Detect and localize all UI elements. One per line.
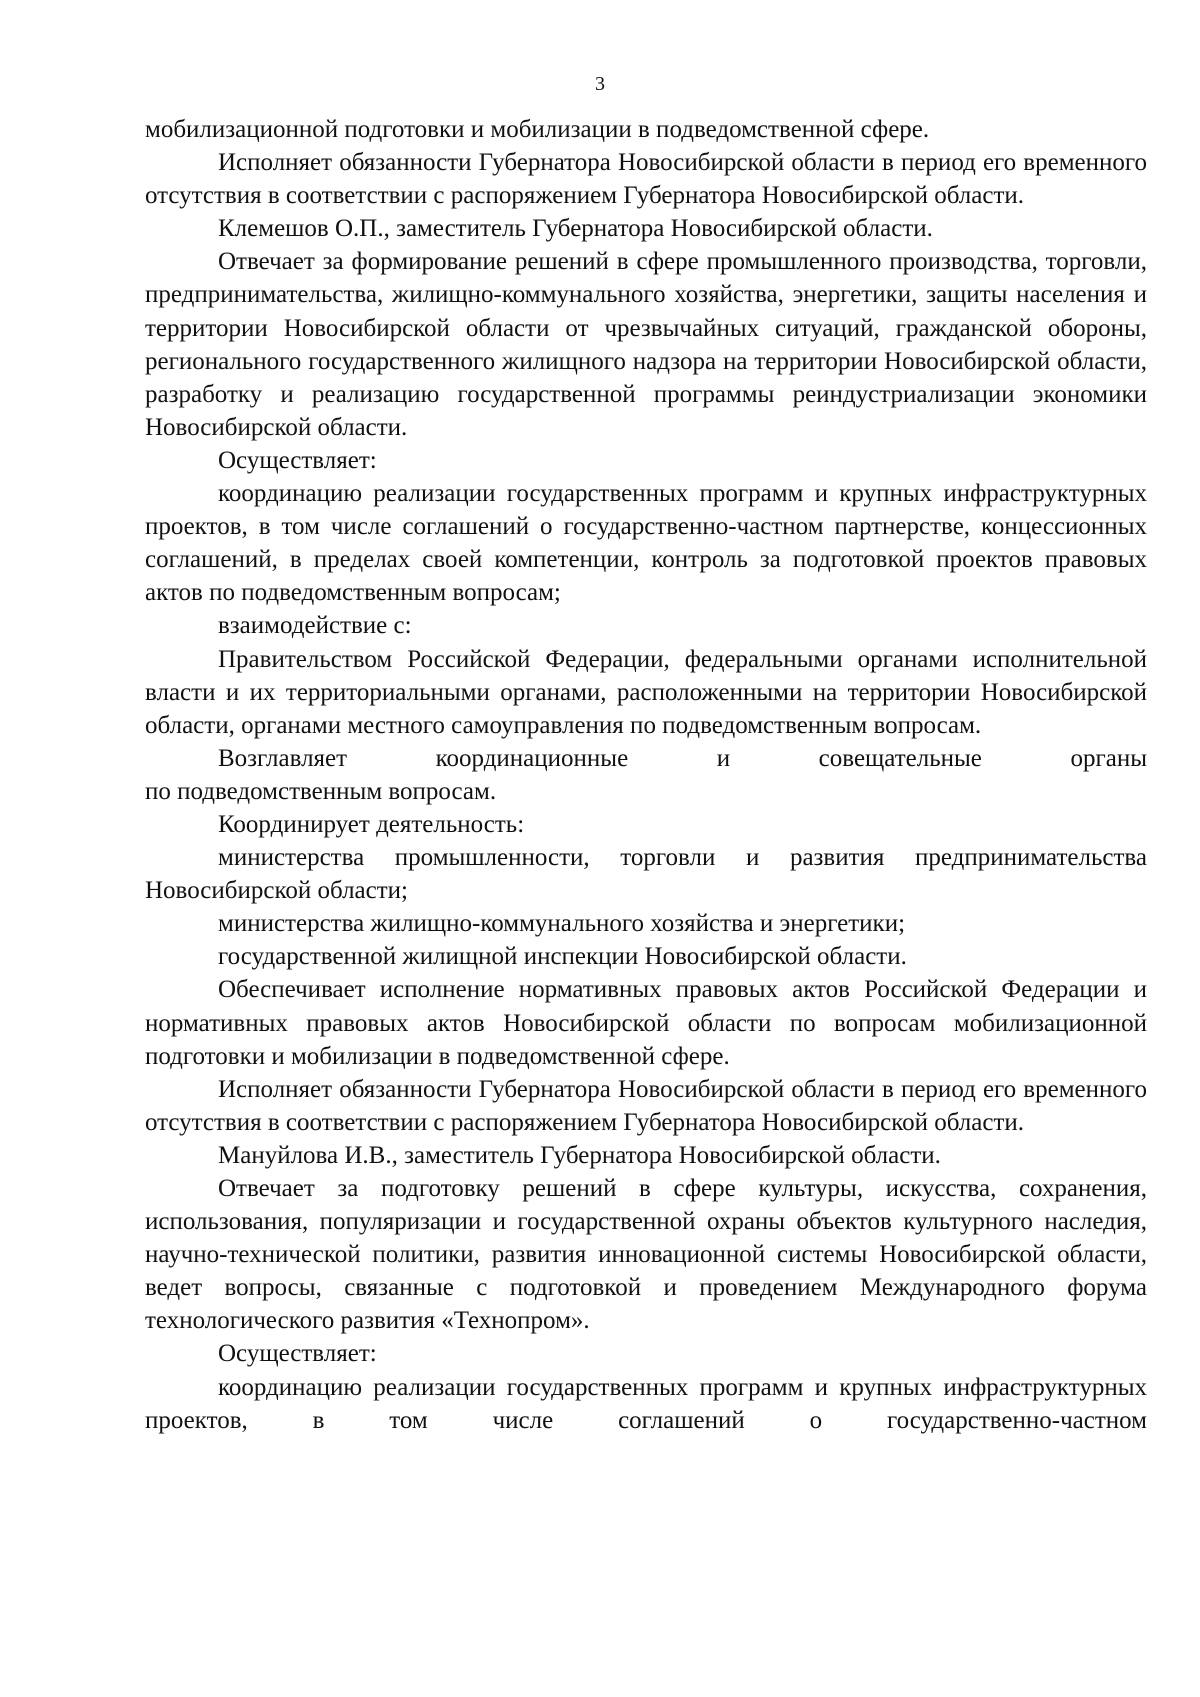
paragraph: Обеспечивает исполнение нормативных правовых актов Российской Федерации и нормативных правовых актов Новосибирской области по вопросам мобилизационной подготовки и мобилизации в подведомственной сфере. xyxy=(145,976,1147,1070)
paragraph: Отвечает за формирование решений в сфере промышленного производства, торговли, предпринимательства, жилищно-коммунального хозяйства, энергетики, защиты населения и территории Новосибирской области от чрезвычайных ситуаций, гражданской обороны, регионального государственного жилищного надзора на территории Новосибирской области, разработку и реализацию государственной программы реиндустриализации экономики Новосибирской области. xyxy=(145,248,1147,441)
paragraph: Возглавляет координационные и совещательные органы xyxy=(218,744,1147,772)
page-number: 3 xyxy=(595,73,605,95)
paragraph: по подведомственным вопросам. xyxy=(145,777,497,805)
paragraph: министерства жилищно-коммунального хозяйства и энергетики; xyxy=(218,910,906,938)
paragraph: Осуществляет: xyxy=(218,1340,377,1368)
paragraph: координацию реализации государственных программ и крупных инфраструктурных проектов, в том числе соглашений о государственно-частном xyxy=(145,1373,1147,1434)
paragraph: Клемешов О.П., заместитель Губернатора Новосибирской области. xyxy=(218,215,933,243)
paragraph: Исполняет обязанности Губернатора Новосибирской области в период его временного отсутствия в соответствии с распоряжением Губернатора Новосибирской области. xyxy=(145,1075,1147,1136)
paragraph: Мануйлова И.В., заместитель Губернатора Новосибирской области. xyxy=(218,1141,941,1169)
paragraph: Исполняет обязанности Губернатора Новосибирской области в период его временного отсутствия в соответствии с распоряжением Губернатора Новосибирской области. xyxy=(145,149,1147,210)
paragraph: министерства промышленности, торговли и развития предпринимательства Новосибирской области; xyxy=(145,844,1147,905)
paragraph: Отвечает за подготовку решений в сфере культуры, искусства, сохранения, использования, популяризации и государственной охраны объектов культурного наследия, научно-технической политики, развития инновационной системы Новосибирской области, ведет вопросы, связанные с подготовкой и проведением Международного форума технологического развития «Технопром». xyxy=(145,1175,1147,1335)
paragraph: Координирует деятельность: xyxy=(218,810,525,838)
paragraph: мобилизационной подготовки и мобилизации в подведомственной сфере. xyxy=(145,116,930,143)
paragraph: Правительством Российской Федерации, федеральными органами исполнительной власти и их территориальными органами, расположенными на территории Новосибирской области, органами местного самоуправления по подведомственным вопросам. xyxy=(145,645,1147,739)
paragraph: государственной жилищной инспекции Новосибирской области. xyxy=(218,943,907,971)
document-body xyxy=(145,113,1147,1437)
paragraph: взаимодействие с: xyxy=(218,612,412,640)
paragraph: Осуществляет: xyxy=(218,446,377,474)
paragraph: координацию реализации государственных программ и крупных инфраструктурных проектов, в том числе соглашений о государственно-частном партнерстве, концессионных соглашений, в пределах своей компетенции, контроль за подготовкой проектов правовых актов по подведомственным вопросам; xyxy=(145,480,1147,607)
